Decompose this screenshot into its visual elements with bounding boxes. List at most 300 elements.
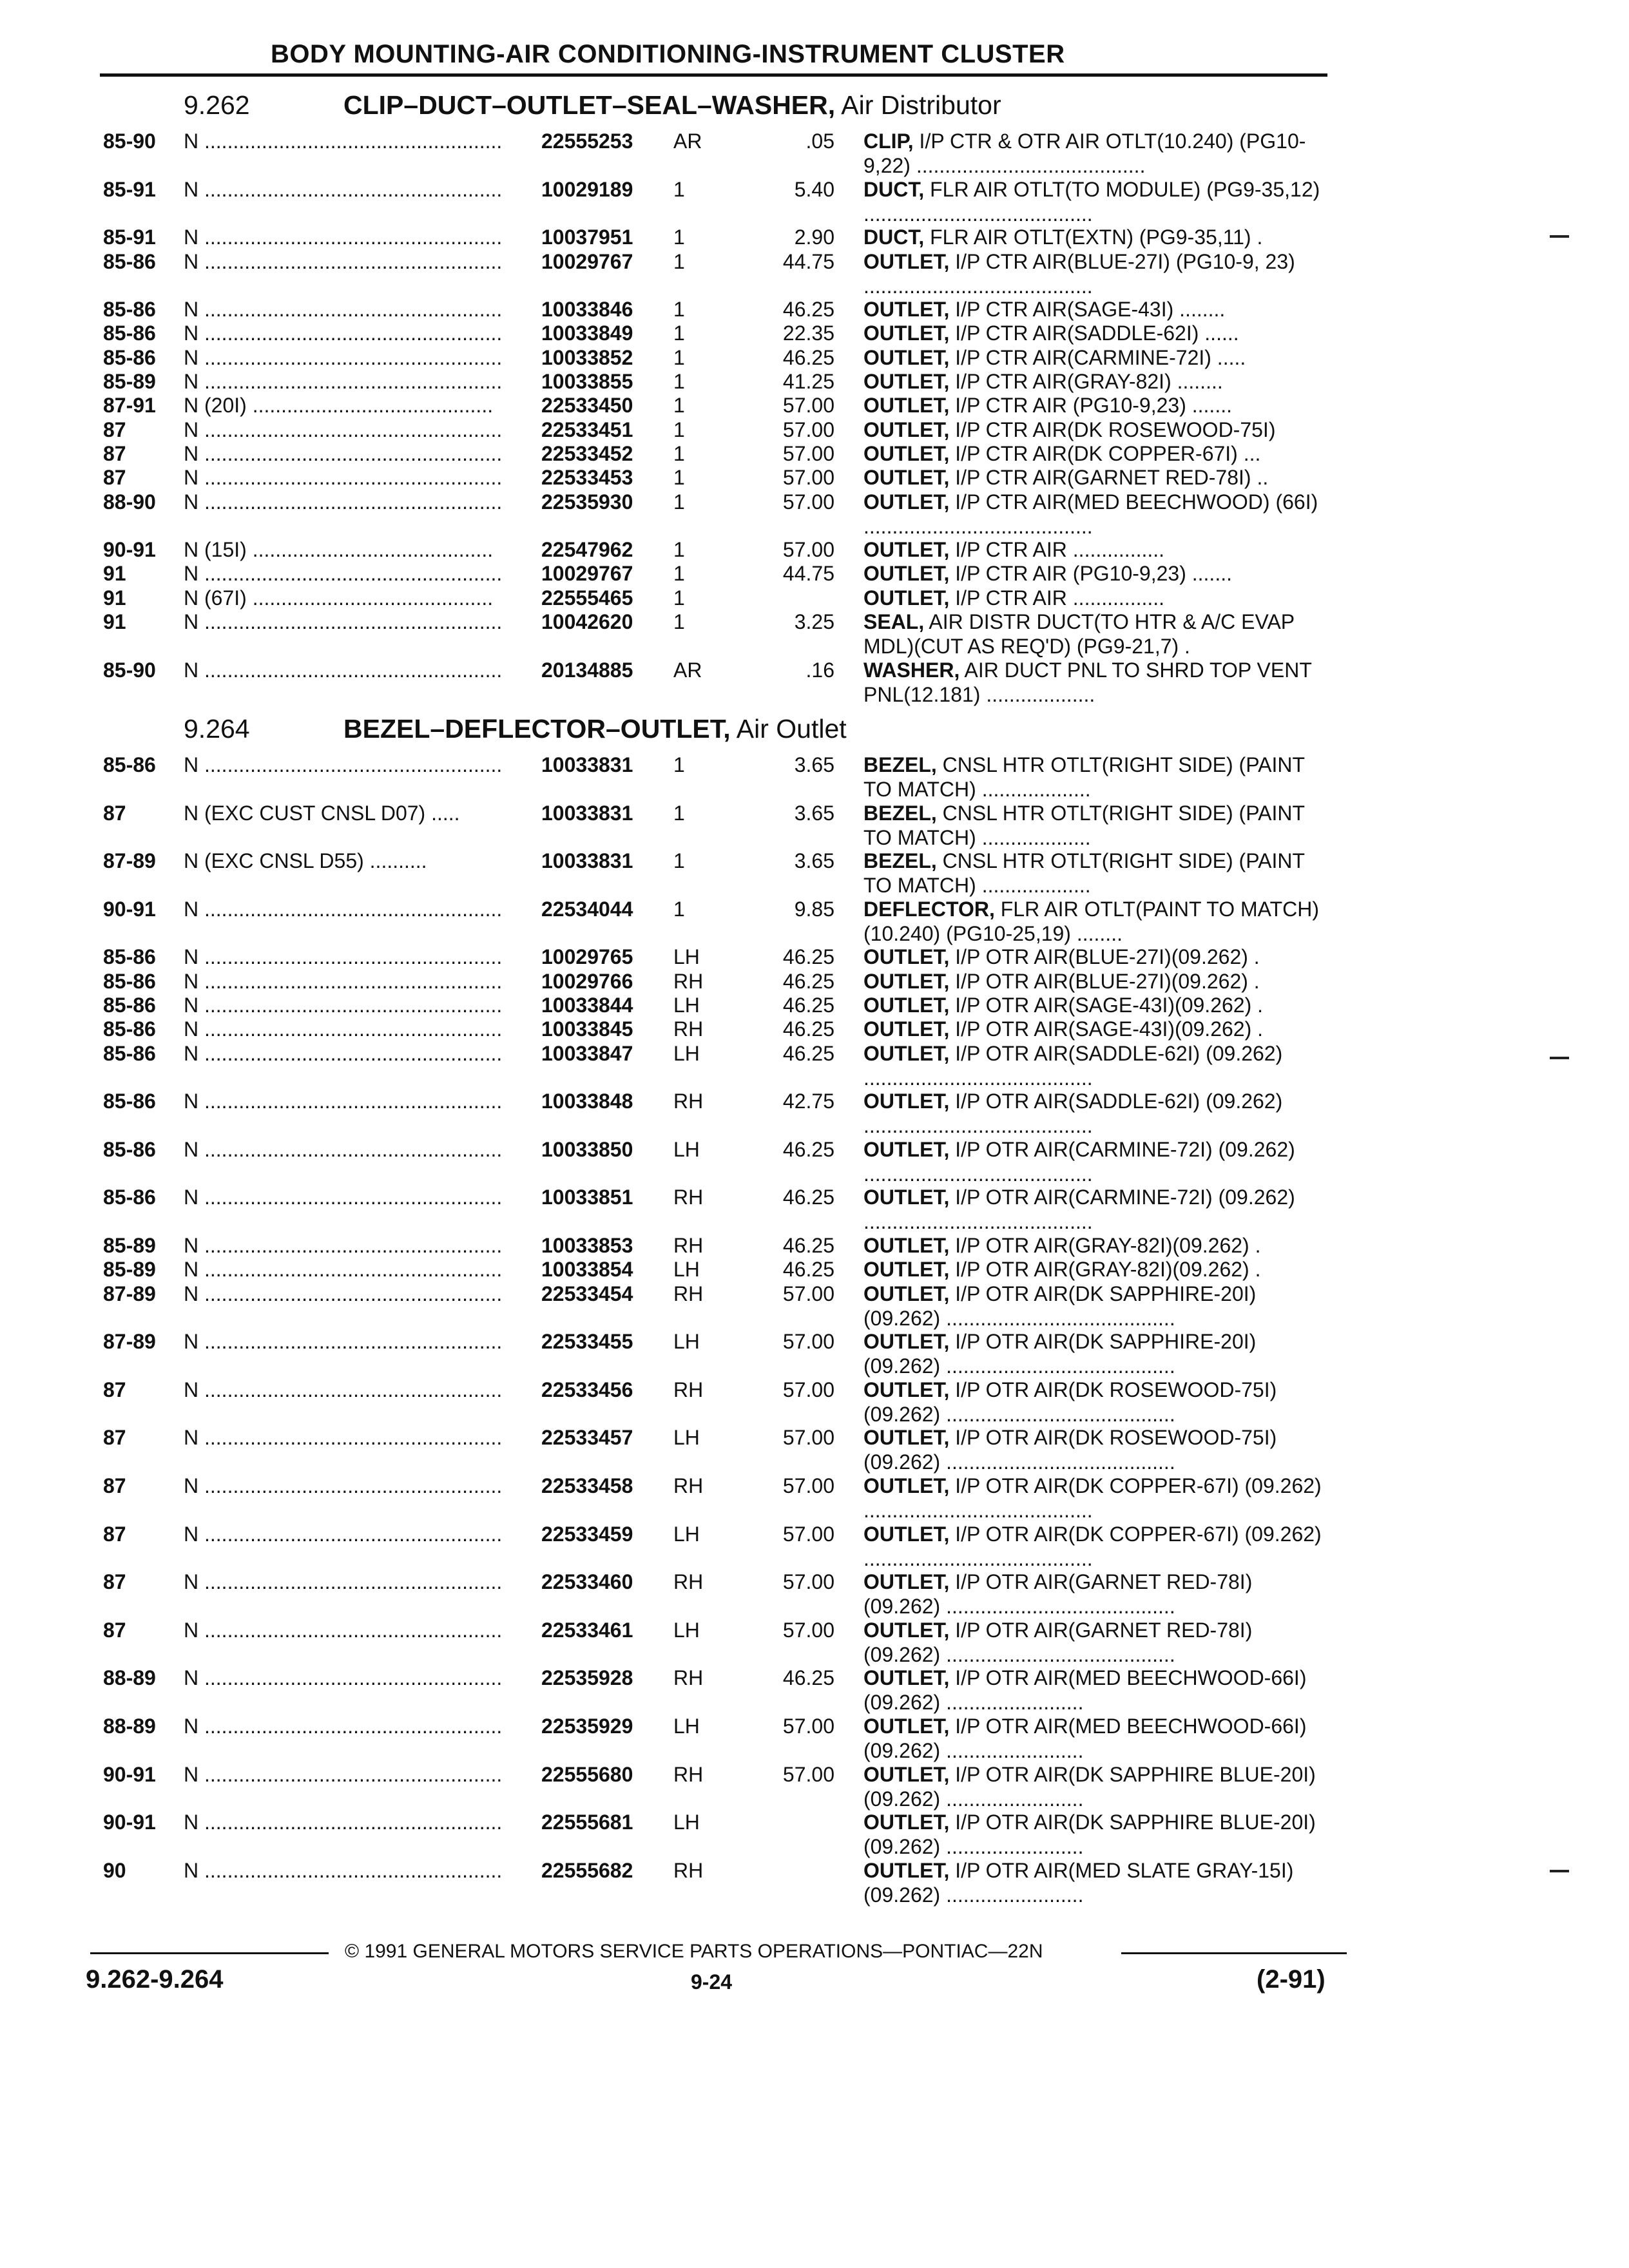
part-detail: I/P OTR AIR(DK SAPPHIRE BLUE-20I)(09.262) ........................ — [863, 1811, 1316, 1858]
usage-note: N (67I) .......................................... — [184, 586, 494, 610]
part-detail: CNSL HTR OTLT(RIGHT SIDE) (PAINT TO MATCH) ................... — [863, 753, 1305, 801]
part-detail: I/P OTR AIR(DK COPPER-67I) (09.262) ........................................ — [863, 1474, 1322, 1522]
part-description — [863, 586, 1327, 610]
part-name: OUTLET, — [863, 1017, 950, 1041]
part-description — [863, 1858, 1327, 1907]
model-years: 85-89 — [103, 370, 156, 393]
part-number: 22533457 — [541, 1426, 633, 1449]
part-number: 22535928 — [541, 1666, 633, 1689]
model-years: 90-91 — [103, 1763, 156, 1786]
model-years: 87 — [103, 1570, 126, 1593]
usage-note: N .................................................... — [184, 1017, 503, 1041]
part-detail: I/P CTR AIR(GRAY-82I) ........ — [949, 370, 1223, 393]
section-title-main: BEZEL–DEFLECTOR–OUTLET, — [343, 714, 731, 744]
part-name: OUTLET, — [863, 250, 950, 273]
model-years: 85-91 — [103, 226, 156, 249]
quantity: RH — [673, 1378, 704, 1401]
part-detail: I/P OTR AIR(MED SLATE GRAY-15I)(09.262) ........................ — [863, 1859, 1294, 1907]
part-description — [863, 561, 1327, 586]
quantity: LH — [673, 1619, 700, 1642]
usage-note: N .................................................... — [184, 466, 503, 489]
price: 46.25 — [782, 1666, 834, 1689]
usage-note: N .................................................... — [184, 658, 503, 682]
part-name: OUTLET, — [863, 994, 950, 1017]
section-title-sub: Air Distributor — [835, 90, 1001, 120]
price: 46.25 — [782, 1186, 834, 1209]
quantity: RH — [673, 1282, 704, 1305]
part-description — [863, 1282, 1327, 1331]
part-detail: I/P CTR AIR(DK ROSEWOOD-75I) — [949, 418, 1276, 441]
part-detail: I/P OTR AIR(DK SAPPHIRE BLUE-20I)(09.262) ........................ — [863, 1763, 1316, 1811]
quantity: LH — [673, 1715, 700, 1738]
quantity: LH — [673, 945, 700, 968]
model-years: 87 — [103, 1426, 126, 1449]
part-name: OUTLET, — [863, 1138, 950, 1161]
part-number: 10029766 — [541, 970, 633, 993]
price: 57.00 — [782, 1282, 834, 1305]
model-years: 85-91 — [103, 178, 156, 201]
part-detail: I/P OTR AIR(GARNET RED-78I) (09.262) ........................................ — [863, 1619, 1253, 1666]
section-number: 9.262 — [184, 90, 250, 120]
footer-section-range: 9.262-9.264 — [86, 1965, 224, 1994]
model-years: 85-89 — [103, 1234, 156, 1257]
part-detail: I/P OTR AIR(SAGE-43I)(09.262) . — [949, 1017, 1264, 1041]
model-years: 85-86 — [103, 753, 156, 776]
part-description — [863, 610, 1327, 658]
usage-note: N .................................................... — [184, 970, 503, 993]
usage-note: N .................................................... — [184, 1570, 503, 1593]
quantity: LH — [673, 1523, 700, 1546]
part-description — [863, 441, 1327, 466]
part-number: 22535929 — [541, 1715, 633, 1738]
model-years: 85-89 — [103, 1258, 156, 1281]
part-detail: I/P OTR AIR(SAGE-43I)(09.262) . — [949, 994, 1264, 1017]
part-name: OUTLET, — [863, 1474, 950, 1497]
part-detail: I/P CTR AIR ................ — [949, 586, 1165, 610]
part-number: 22533452 — [541, 442, 633, 465]
model-years: 87-89 — [103, 1330, 156, 1353]
part-detail: FLR AIR OTLT(TO MODULE) (PG9-35,12) ........................................ — [863, 178, 1320, 226]
price: 57.00 — [782, 466, 834, 489]
part-name: OUTLET, — [863, 1234, 950, 1257]
part-detail: I/P OTR AIR(GARNET RED-78I) (09.262) ........................................ — [863, 1570, 1253, 1618]
part-name: OUTLET, — [863, 1378, 950, 1401]
part-description — [863, 801, 1327, 850]
usage-note: N .................................................... — [184, 753, 503, 776]
part-name: WASHER, — [863, 658, 960, 682]
usage-note: N .................................................... — [184, 322, 503, 345]
part-description — [863, 1041, 1327, 1090]
part-description — [863, 1017, 1327, 1041]
part-detail: I/P OTR AIR(DK ROSEWOOD-75I) (09.262) ........................................ — [863, 1378, 1277, 1426]
part-number: 22547962 — [541, 538, 633, 561]
part-description — [863, 849, 1327, 898]
part-description — [863, 297, 1327, 322]
part-description — [863, 225, 1327, 249]
part-name: OUTLET, — [863, 490, 950, 514]
quantity: RH — [673, 1474, 704, 1497]
model-years: 91 — [103, 586, 126, 610]
part-number: 22535930 — [541, 490, 633, 514]
part-number: 10033851 — [541, 1186, 633, 1209]
section-number: 9.264 — [184, 714, 250, 744]
page-header: BODY MOUNTING-AIR CONDITIONING-INSTRUMENT CLUSTER — [271, 40, 1065, 68]
part-detail: I/P CTR AIR(SADDLE-62I) ...... — [949, 322, 1239, 345]
part-description — [863, 1257, 1327, 1282]
quantity: RH — [673, 1763, 704, 1786]
part-number: 10033850 — [541, 1138, 633, 1161]
part-name: OUTLET, — [863, 562, 950, 585]
part-detail: I/P CTR AIR(DK COPPER-67I) ... — [949, 442, 1261, 465]
part-detail: I/P CTR AIR ................ — [949, 538, 1165, 561]
part-name: OUTLET, — [863, 1282, 950, 1305]
usage-note: N .................................................... — [184, 226, 503, 249]
quantity: LH — [673, 1042, 700, 1065]
model-years: 87-89 — [103, 849, 156, 872]
part-description — [863, 1329, 1327, 1378]
price: 46.25 — [782, 994, 834, 1017]
part-number: 22534044 — [541, 898, 633, 921]
section-title-main: CLIP–DUCT–OUTLET–SEAL–WASHER, — [343, 90, 836, 120]
quantity: 1 — [673, 298, 685, 321]
quantity: 1 — [673, 562, 685, 585]
price: 46.25 — [782, 1042, 834, 1065]
part-detail: I/P OTR AIR(SADDLE-62I) (09.262) ........................................ — [863, 1042, 1283, 1090]
part-description — [863, 369, 1327, 394]
price: 46.25 — [782, 1138, 834, 1161]
part-number: 22533454 — [541, 1282, 633, 1305]
part-description — [863, 393, 1327, 418]
model-years: 87 — [103, 802, 126, 825]
usage-note: N .................................................... — [184, 442, 503, 465]
model-years: 85-86 — [103, 994, 156, 1017]
quantity: RH — [673, 1186, 704, 1209]
model-years: 91 — [103, 562, 126, 585]
part-name: OUTLET, — [863, 394, 950, 417]
usage-note: N .................................................... — [184, 994, 503, 1017]
part-detail: I/P CTR AIR(MED BEECHWOOD) (66I) ........................................ — [863, 490, 1318, 538]
part-description — [863, 1522, 1327, 1571]
usage-note: N .................................................... — [184, 130, 503, 153]
model-years: 85-86 — [103, 250, 156, 273]
part-description — [863, 1474, 1327, 1523]
part-name: OUTLET, — [863, 346, 950, 369]
part-name: OUTLET, — [863, 1859, 950, 1882]
model-years: 85-86 — [103, 1186, 156, 1209]
quantity: LH — [673, 1811, 700, 1834]
price: 57.00 — [782, 1619, 834, 1642]
price: 57.00 — [782, 490, 834, 514]
usage-note: N .................................................... — [184, 1378, 503, 1401]
price: 46.25 — [782, 1017, 834, 1041]
part-description — [863, 658, 1327, 707]
model-years: 91 — [103, 610, 126, 633]
price: 44.75 — [782, 562, 834, 585]
part-name: OUTLET, — [863, 298, 950, 321]
quantity: RH — [673, 1017, 704, 1041]
part-name: OUTLET, — [863, 1666, 950, 1689]
model-years: 85-86 — [103, 1090, 156, 1113]
model-years: 87 — [103, 418, 126, 441]
price: 5.40 — [794, 178, 834, 201]
part-detail: I/P OTR AIR(CARMINE-72I) (09.262) ........................................ — [863, 1138, 1295, 1186]
part-description — [863, 537, 1327, 562]
part-number: 22533458 — [541, 1474, 633, 1497]
part-name: OUTLET, — [863, 418, 950, 441]
part-number: 10033847 — [541, 1042, 633, 1065]
quantity: 1 — [673, 442, 685, 465]
price: 41.25 — [782, 370, 834, 393]
price: 46.25 — [782, 970, 834, 993]
model-years: 85-86 — [103, 1138, 156, 1161]
price: 46.25 — [782, 1258, 834, 1281]
part-detail: I/P OTR AIR(MED BEECHWOOD-66I)(09.262) ........................ — [863, 1715, 1307, 1762]
usage-note: N .................................................... — [184, 490, 503, 514]
quantity: 1 — [673, 610, 685, 633]
price: .05 — [805, 130, 834, 153]
margin-mark — [1550, 1057, 1569, 1059]
margin-mark — [1550, 235, 1569, 238]
usage-note: N (EXC CNSL D55) .......... — [184, 849, 427, 872]
part-detail: I/P CTR AIR (PG10-9,23) ....... — [949, 394, 1232, 417]
part-detail: AIR DUCT PNL TO SHRD TOP VENT PNL(12.181) ................... — [863, 658, 1312, 706]
model-years: 85-86 — [103, 1042, 156, 1065]
part-number: 10029765 — [541, 945, 633, 968]
part-number: 22533453 — [541, 466, 633, 489]
quantity: RH — [673, 1859, 704, 1882]
usage-note: N .................................................... — [184, 1859, 503, 1882]
part-number: 10033831 — [541, 849, 633, 872]
quantity: 1 — [673, 898, 685, 921]
price: 46.25 — [782, 298, 834, 321]
price: 57.00 — [782, 1763, 834, 1786]
part-name: DUCT, — [863, 178, 925, 201]
part-number: 22555682 — [541, 1859, 633, 1882]
usage-note: N .................................................... — [184, 1330, 503, 1353]
part-description — [863, 1714, 1327, 1763]
usage-note: N .................................................... — [184, 898, 503, 921]
part-number: 10033853 — [541, 1234, 633, 1257]
model-years: 87 — [103, 466, 126, 489]
usage-note: N .................................................... — [184, 370, 503, 393]
part-number: 10033846 — [541, 298, 633, 321]
quantity: AR — [673, 130, 702, 153]
price: 2.90 — [794, 226, 834, 249]
quantity: 1 — [673, 538, 685, 561]
price: 3.65 — [794, 802, 834, 825]
quantity: 1 — [673, 394, 685, 417]
quantity: LH — [673, 1258, 700, 1281]
part-number: 10033848 — [541, 1090, 633, 1113]
part-description — [863, 1810, 1327, 1859]
part-detail: I/P OTR AIR(MED BEECHWOOD-66I)(09.262) ........................ — [863, 1666, 1307, 1714]
price: 57.00 — [782, 1378, 834, 1401]
part-detail: FLR AIR OTLT(EXTN) (PG9-35,11) . — [924, 226, 1263, 249]
part-description — [863, 993, 1327, 1017]
part-number: 10029767 — [541, 250, 633, 273]
quantity: LH — [673, 1426, 700, 1449]
usage-note: N .................................................... — [184, 346, 503, 369]
quantity: RH — [673, 1570, 704, 1593]
part-name: DEFLECTOR, — [863, 898, 995, 921]
part-number: 10033854 — [541, 1258, 633, 1281]
usage-note: N .................................................... — [184, 1763, 503, 1786]
model-years: 90-91 — [103, 898, 156, 921]
part-description — [863, 1570, 1327, 1619]
part-name: OUTLET, — [863, 322, 950, 345]
part-detail: I/P OTR AIR(BLUE-27I)(09.262) . — [949, 945, 1260, 968]
quantity: 1 — [673, 226, 685, 249]
part-name: OUTLET, — [863, 1186, 950, 1209]
part-number: 22555681 — [541, 1811, 633, 1834]
part-name: OUTLET, — [863, 1763, 950, 1786]
part-name: OUTLET, — [863, 370, 950, 393]
price: 9.85 — [794, 898, 834, 921]
part-number: 22555680 — [541, 1763, 633, 1786]
quantity: LH — [673, 1330, 700, 1353]
model-years: 85-90 — [103, 658, 156, 682]
price: 57.00 — [782, 418, 834, 441]
part-description — [863, 465, 1327, 490]
part-description — [863, 490, 1327, 539]
part-description — [863, 1233, 1327, 1258]
part-detail: I/P OTR AIR(DK SAPPHIRE-20I) (09.262) ........................................ — [863, 1330, 1257, 1378]
part-detail: I/P OTR AIR(GRAY-82I)(09.262) . — [949, 1234, 1261, 1257]
part-detail: I/P CTR AIR (PG10-9,23) ....... — [949, 562, 1232, 585]
part-detail: I/P CTR & OTR AIR OTLT(10.240) (PG10-9,22) ........................................ — [863, 130, 1306, 177]
usage-note: N (20I) .......................................... — [184, 394, 494, 417]
part-number: 10037951 — [541, 226, 633, 249]
part-number: 20134885 — [541, 658, 633, 682]
quantity: AR — [673, 658, 702, 682]
part-name: DUCT, — [863, 226, 925, 249]
usage-note: N .................................................... — [184, 250, 503, 273]
usage-note: N .................................................... — [184, 178, 503, 201]
part-detail: I/P OTR AIR(DK COPPER-67I) (09.262) ........................................ — [863, 1523, 1322, 1570]
usage-note: N .................................................... — [184, 1666, 503, 1689]
part-detail: I/P CTR AIR(SAGE-43I) ........ — [949, 298, 1226, 321]
part-description — [863, 321, 1327, 345]
part-number: 10033849 — [541, 322, 633, 345]
part-name: OUTLET, — [863, 442, 950, 465]
part-number: 22533450 — [541, 394, 633, 417]
quantity: 1 — [673, 466, 685, 489]
price: 57.00 — [782, 394, 834, 417]
part-number: 22533459 — [541, 1523, 633, 1546]
model-years: 90-91 — [103, 538, 156, 561]
part-detail: CNSL HTR OTLT(RIGHT SIDE) (PAINT TO MATCH) ................... — [863, 849, 1305, 897]
price: .16 — [805, 658, 834, 682]
quantity: RH — [673, 1090, 704, 1113]
part-number: 22533451 — [541, 418, 633, 441]
part-name: OUTLET, — [863, 1715, 950, 1738]
part-name: OUTLET, — [863, 1042, 950, 1065]
part-description — [863, 1425, 1327, 1474]
part-name: BEZEL, — [863, 753, 937, 776]
part-name: OUTLET, — [863, 1090, 950, 1113]
usage-note: N .................................................... — [184, 298, 503, 321]
part-detail: AIR DISTR DUCT(TO HTR & A/C EVAP MDL)(CUT AS REQ'D) (PG9-21,7) . — [863, 610, 1295, 658]
part-number: 10033852 — [541, 346, 633, 369]
quantity: RH — [673, 1666, 704, 1689]
usage-note: N .................................................... — [184, 1282, 503, 1305]
quantity: 1 — [673, 346, 685, 369]
part-number: 22555465 — [541, 586, 633, 610]
part-detail: I/P CTR AIR(CARMINE-72I) ..... — [949, 346, 1246, 369]
usage-note: N (15I) .......................................... — [184, 538, 494, 561]
part-name: OUTLET, — [863, 970, 950, 993]
price: 46.25 — [782, 945, 834, 968]
model-years: 87 — [103, 1523, 126, 1546]
usage-note: N .................................................... — [184, 945, 503, 968]
model-years: 87-89 — [103, 1282, 156, 1305]
price: 57.00 — [782, 1570, 834, 1593]
part-name: OUTLET, — [863, 1811, 950, 1834]
usage-note: N .................................................... — [184, 1138, 503, 1161]
section-title-sub: Air Outlet — [730, 714, 847, 744]
part-detail: I/P OTR AIR(GRAY-82I)(09.262) . — [949, 1258, 1261, 1281]
model-years: 88-89 — [103, 1666, 156, 1689]
part-name: CLIP, — [863, 130, 914, 153]
price: 57.00 — [782, 538, 834, 561]
quantity: 1 — [673, 250, 685, 273]
header-rule — [100, 73, 1327, 77]
model-years: 85-86 — [103, 322, 156, 345]
part-description — [863, 897, 1327, 946]
usage-note: N (EXC CUST CNSL D07) ..... — [184, 802, 460, 825]
part-number: 10033831 — [541, 753, 633, 776]
part-name: OUTLET, — [863, 1426, 950, 1449]
part-number: 22533455 — [541, 1330, 633, 1353]
part-description — [863, 1089, 1327, 1138]
quantity: 1 — [673, 753, 685, 776]
quantity: 1 — [673, 802, 685, 825]
model-years: 87 — [103, 1378, 126, 1401]
quantity: 1 — [673, 490, 685, 514]
quantity: 1 — [673, 586, 685, 610]
model-years: 87 — [103, 1474, 126, 1497]
quantity: 1 — [673, 849, 685, 872]
part-name: OUTLET, — [863, 945, 950, 968]
part-description — [863, 249, 1327, 298]
quantity: 1 — [673, 370, 685, 393]
usage-note: N .................................................... — [184, 1258, 503, 1281]
section-title — [343, 90, 1001, 120]
quantity: LH — [673, 1138, 700, 1161]
usage-note: N .................................................... — [184, 1186, 503, 1209]
part-description — [863, 1185, 1327, 1234]
usage-note: N .................................................... — [184, 610, 503, 633]
model-years: 85-86 — [103, 346, 156, 369]
part-detail: I/P OTR AIR(BLUE-27I)(09.262) . — [949, 970, 1260, 993]
part-name: OUTLET, — [863, 466, 950, 489]
part-description — [863, 1618, 1327, 1667]
part-number: 10029189 — [541, 178, 633, 201]
model-years: 88-89 — [103, 1715, 156, 1738]
part-name: SEAL, — [863, 610, 925, 633]
price: 46.25 — [782, 346, 834, 369]
part-description — [863, 1137, 1327, 1186]
part-detail: I/P CTR AIR(GARNET RED-78I) .. — [949, 466, 1269, 489]
part-description — [863, 177, 1327, 226]
usage-note: N .................................................... — [184, 562, 503, 585]
part-description — [863, 1378, 1327, 1427]
price: 57.00 — [782, 442, 834, 465]
part-number: 22533460 — [541, 1570, 633, 1593]
part-number: 22533456 — [541, 1378, 633, 1401]
part-number: 10033844 — [541, 994, 633, 1017]
part-description — [863, 129, 1327, 178]
